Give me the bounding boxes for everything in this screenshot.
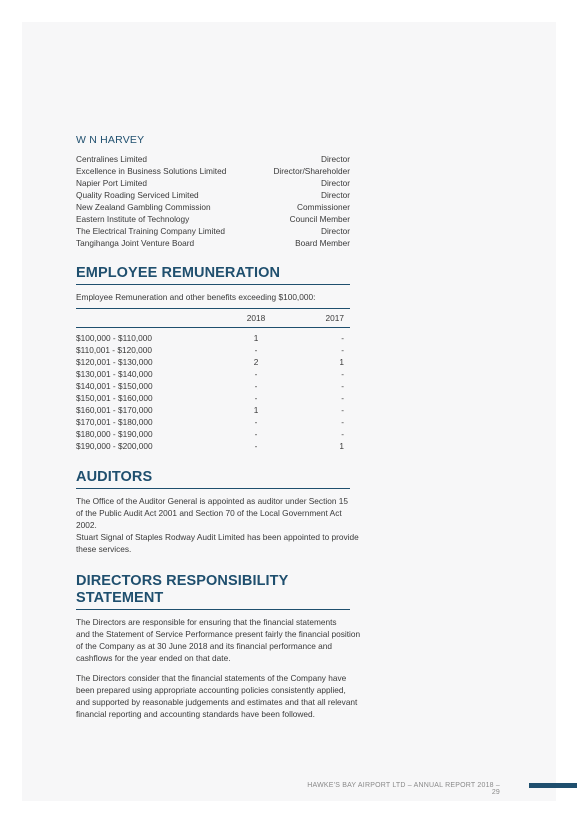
count-2017: 1 (339, 357, 344, 367)
salary-band: $180,000 - $190,000 (76, 429, 153, 439)
footer-accent-bar (529, 783, 577, 788)
report-content (76, 134, 361, 720)
role-title: Director (320, 226, 350, 236)
table-row (76, 392, 350, 404)
role-row (76, 225, 350, 237)
count-2017: - (341, 369, 344, 379)
salary-band: $170,001 - $180,000 (76, 417, 153, 427)
table-row (76, 368, 350, 380)
role-title: Commissioner (296, 202, 350, 212)
table-row (76, 416, 350, 428)
role-organisation: Tangihanga Joint Venture Board (76, 238, 195, 248)
count-2018: - (254, 381, 258, 391)
salary-band: $140,001 - $150,000 (76, 381, 153, 391)
salary-band: $110,001 - $120,000 (76, 345, 152, 355)
remuneration-table-body (76, 332, 350, 452)
directors-statement-paragraph: The Directors consider that the financial statements of the Company have been prepared using appropriate accounting policies consistently applied, and supported by reasonable judgements and estimates and that all relevant financial reporting and accounting standards have been followed. (76, 673, 358, 719)
role-organisation: Centralines Limited (76, 154, 148, 164)
count-2017: - (341, 345, 344, 355)
count-2017: - (341, 429, 344, 439)
auditors-paragraph: The Office of the Auditor General is appointed as auditor under Section 15 of the Public Audit Act 2001 and Section 70 of the Local Government Act 2002. Stuart Signal of Staples Rodway Audit Limited has been appointed to provide these services. (76, 496, 359, 554)
director-roles-list (76, 153, 350, 249)
role-organisation: New Zealand Gambling Commission (76, 202, 211, 212)
remuneration-section (76, 265, 350, 452)
role-organisation: Eastern Institute of Technology (76, 214, 190, 224)
count-2018: - (254, 429, 258, 439)
directors-statement-paragraph: The Directors are responsible for ensuring that the financial statements and the Statement of Service Performance present fairly the financial position of the Company as at 30 June 2018 and its financial performance and cashflows for the year ended on that date. (76, 617, 361, 663)
role-organisation: Excellence in Business Solutions Limited (76, 166, 227, 176)
count-2017: - (341, 417, 344, 427)
role-row (76, 237, 350, 249)
salary-band: $150,001 - $160,000 (76, 393, 153, 403)
table-row (76, 332, 350, 344)
count-2018: 1 (253, 405, 259, 415)
salary-band: $120,001 - $130,000 (76, 357, 153, 367)
table-row (76, 428, 350, 440)
count-2018: - (254, 417, 258, 427)
count-2018: 2 (253, 357, 259, 367)
remuneration-table-header (76, 308, 350, 328)
table-row (76, 344, 350, 356)
directors-statement-heading: DIRECTORS RESPONSIBILITY STATEMENT (76, 573, 350, 610)
count-2017: - (341, 333, 344, 343)
count-2018: - (254, 441, 258, 451)
role-title: Director (320, 154, 350, 164)
role-title: Director (320, 190, 350, 200)
role-row (76, 153, 350, 165)
role-title: Director (320, 178, 350, 188)
header-2017: 2017 (325, 313, 344, 323)
role-row (76, 201, 350, 213)
role-organisation: Napier Port Limited (76, 178, 148, 188)
role-organisation: Quality Roading Serviced Limited (76, 190, 199, 200)
director-name: W N HARVEY (76, 134, 145, 146)
role-title: Director/Shareholder (273, 166, 350, 176)
count-2018: - (254, 369, 258, 379)
salary-band: $160,001 - $170,000 (76, 405, 153, 415)
salary-band: $100,000 - $110,000 (76, 333, 152, 343)
header-band-blank (76, 312, 240, 324)
auditors-heading: AUDITORS (76, 469, 350, 489)
role-title: Council Member (289, 214, 350, 224)
table-row (76, 440, 350, 452)
table-row (76, 404, 350, 416)
role-row (76, 177, 350, 189)
count-2017: - (341, 405, 344, 415)
role-row (76, 213, 350, 225)
count-2017: - (341, 393, 344, 403)
table-row (76, 380, 350, 392)
count-2018: 1 (253, 333, 259, 343)
directors-statement-section (76, 573, 361, 720)
count-2017: - (341, 381, 344, 391)
page-footer: HAWKE'S BAY AIRPORT LTD – ANNUAL REPORT 2018 – 29 (307, 782, 500, 796)
role-row (76, 189, 350, 201)
role-title: Board Member (295, 238, 350, 248)
remuneration-heading: EMPLOYEE REMUNERATION (76, 265, 350, 285)
director-section (76, 134, 350, 249)
salary-band: $190,000 - $200,000 (76, 441, 153, 451)
role-row (76, 165, 350, 177)
table-row (76, 356, 350, 368)
remuneration-intro: Employee Remuneration and other benefits exceeding $100,000: (76, 292, 316, 302)
count-2017: 1 (339, 441, 344, 451)
role-organisation: The Electrical Training Company Limited (76, 226, 225, 236)
salary-band: $130,001 - $140,000 (76, 369, 153, 379)
auditors-section (76, 469, 359, 555)
header-2018: 2018 (246, 313, 266, 323)
count-2018: - (254, 393, 258, 403)
count-2018: - (254, 345, 258, 355)
